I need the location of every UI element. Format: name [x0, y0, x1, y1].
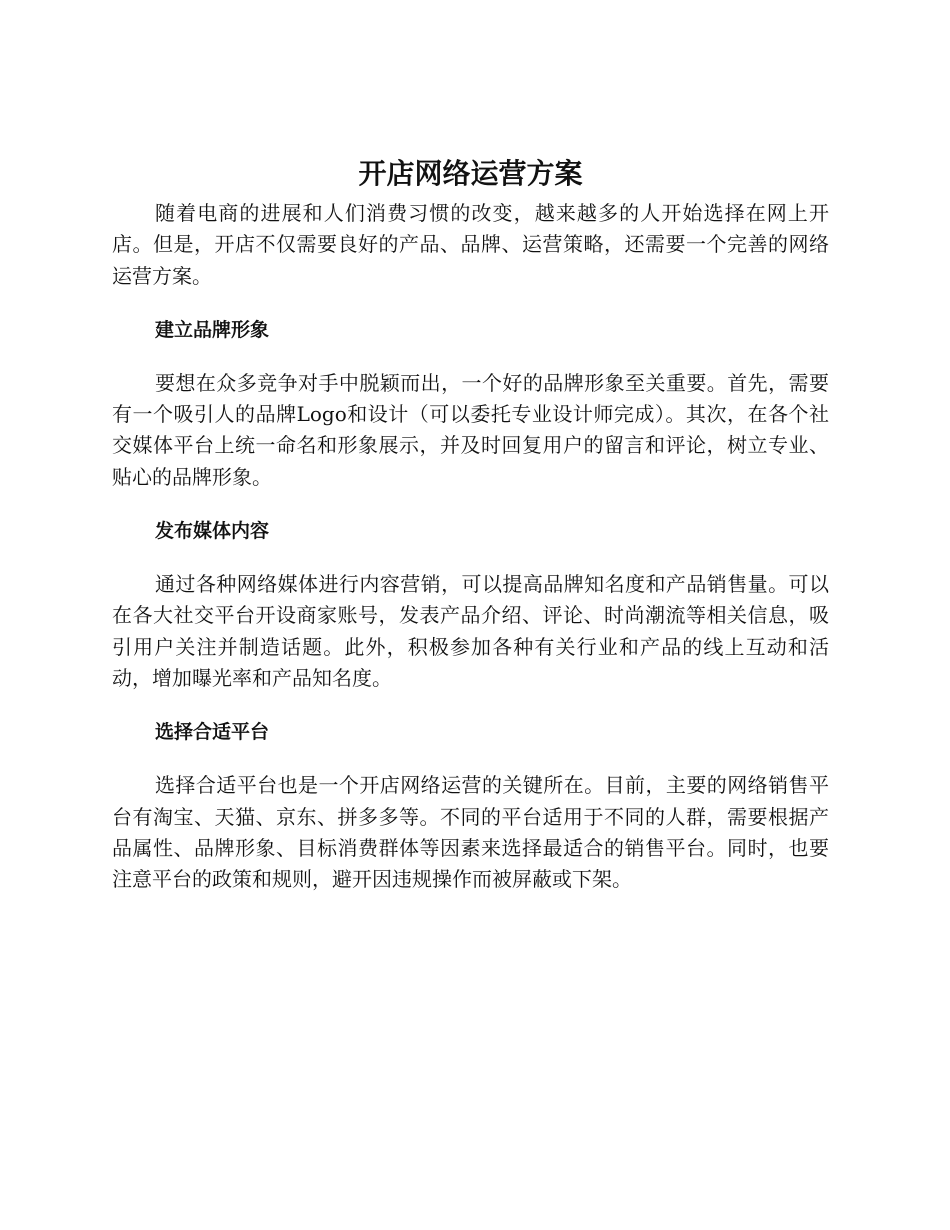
- section-heading-platform: 选择合适平台: [155, 721, 270, 744]
- section-heading-media: 发布媒体内容: [155, 520, 270, 543]
- section-body-media: 通过各种网络媒体进行内容营销，可以提高品牌知名度和产品销售量。可以在各大社交平台开设商家账号，发表产品介绍、评论、时尚潮流等相关信息，吸引用户关注并制造话题。此外，积极参加各种有关行业和产品的线上互动和活动，增加曝光率和产品知名度。: [112, 572, 829, 690]
- section-body-platform: 选择合适平台也是一个开店网络运营的关键所在。目前，主要的网络销售平台有淘宝、天猫、京东、拼多多等。不同的平台适用于不同的人群，需要根据产品属性、品牌形象、目标消费群体等因素来选择最适合的销售平台。同时，也要注意平台的政策和规则，避开因违规操作而被屏蔽或下架。: [112, 773, 829, 892]
- section-heading-brand: 建立品牌形象: [155, 318, 270, 341]
- section-body-brand: 要想在众多竞争对手中脱颖而出，一个好的品牌形象至关重要。首先，需要有一个吸引人的品牌Logo和设计（可以委托专业设计师完成）。其次，在各个社交媒体平台上统一命名和形象展示，并及时回复用户的留言和评论，树立专业、贴心的品牌形象。: [112, 370, 829, 489]
- intro-paragraph: 随着电商的进展和人们消费习惯的改变，越来越多的人开始选择在网上开店。但是，开店不仅需要良好的产品、品牌、运营策略，还需要一个完善的网络运营方案。: [112, 201, 829, 288]
- document-title: 开店网络运营方案: [358, 157, 583, 190]
- document-page: [112, 150, 829, 895]
